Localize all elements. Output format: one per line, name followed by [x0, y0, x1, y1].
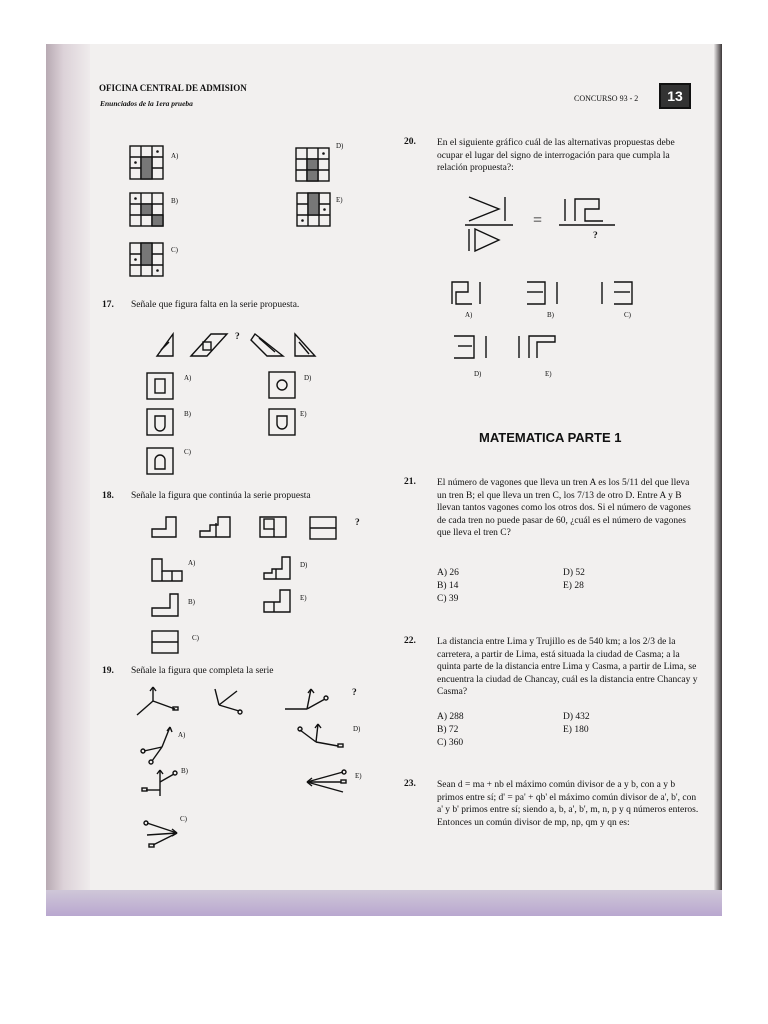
q16-option-d-label: D)	[336, 142, 344, 150]
q20-option-e-label: E)	[545, 370, 552, 378]
q17-option-a-label: A)	[184, 374, 192, 382]
q20-number: 20.	[404, 137, 416, 147]
q17-number: 17.	[102, 300, 114, 310]
page-edge-shadow	[714, 44, 722, 916]
q18-option-d-label: D)	[300, 561, 308, 569]
q18-option-b-label: B)	[188, 598, 195, 606]
q16-option-d-figure	[296, 148, 332, 184]
q22-answer-c: C) 360	[437, 738, 464, 748]
q19-series-figures	[135, 685, 345, 720]
q17-option-c-label: C)	[184, 448, 191, 456]
q22-answer-a: A) 288	[437, 712, 464, 722]
q18-option-e-label: E)	[300, 594, 307, 602]
q19-option-d-figure	[298, 722, 348, 758]
q19-option-c-label: C)	[180, 815, 187, 823]
q21-answer-b: B) 14	[437, 581, 459, 591]
q21-number: 21.	[404, 477, 416, 487]
q20-option-a-label: A)	[465, 311, 473, 319]
q17-series-figures	[155, 332, 345, 360]
q22-number: 22.	[404, 636, 416, 646]
q17-option-d-figure	[268, 371, 298, 401]
q20-option-c-label: C)	[624, 311, 631, 319]
q16-option-b-label: B)	[171, 197, 178, 205]
page-number-box: 13	[659, 83, 691, 109]
q19-option-c-figure	[143, 815, 183, 849]
q23-number: 23.	[404, 779, 416, 789]
q20-option-d-figure	[450, 332, 496, 360]
q16-option-e-label: E)	[336, 196, 343, 204]
q16-option-c-figure	[130, 243, 166, 279]
q22-text: La distancia entre Lima y Trujillo es de 540 km; a los 2/3 de la carretera, a partir de Lima, está situada la ciudad de Casma; a la quinta parte de la distancia entre Lima y Casma, a partir de Lima, se encuentra la ciudad de Chancay, cuál es la distancia entre Chancay y Casma?	[437, 637, 698, 697]
q19-option-e-label: E)	[355, 772, 362, 780]
q19-option-a-figure	[140, 725, 176, 765]
q17-option-c-figure	[146, 447, 176, 477]
q18-option-a-label: A)	[188, 559, 196, 567]
header-subtitle: Enunciados de la 1era prueba	[100, 99, 193, 108]
q20-option-a-figure	[450, 278, 490, 306]
q16-option-a-label: A)	[171, 152, 179, 160]
q18-number: 18.	[102, 491, 114, 501]
q19-option-b-figure	[140, 768, 180, 804]
q19-text: Señale la figura que completa la serie	[131, 666, 274, 676]
q20-option-b-figure	[525, 278, 565, 306]
q22-answer-d: D) 432	[563, 712, 590, 722]
q18-option-c-label: C)	[192, 634, 199, 642]
q17-option-e-label: E)	[300, 410, 307, 418]
q18-unknown: ?	[355, 518, 360, 528]
q20-equals-sign: =	[533, 212, 543, 229]
q18-option-d-figure	[262, 555, 296, 583]
q21-answer-a: A) 26	[437, 568, 459, 578]
q20-option-e-figure	[515, 330, 561, 360]
q23-text: Sean d = ma + nb el máximo común divisor de a y b, con a y b primos entre sí; d' = pa' + qb' el máximo común divisor de a', b', con a' y b' primos entre sí; siendo a, b, a', b', m, n, p y q números enteros. Entonces un común divisor de mp, np, qm y qn es:	[437, 780, 699, 828]
q16-option-e-figure	[297, 193, 333, 229]
q17-option-d-label: D)	[304, 374, 312, 382]
q19-option-e-figure	[305, 768, 351, 798]
q17-option-b-label: B)	[184, 410, 191, 418]
q20-text: En el siguiente gráfico cuál de las alternativas propuestas debe ocupar el lugar del signo de interrogación para que cumpla la relación propuesta?:	[437, 138, 675, 173]
q21-answer-e: E) 28	[563, 581, 584, 591]
q17-option-e-figure	[268, 408, 298, 438]
q18-option-e-figure	[262, 588, 296, 616]
section-title: MATEMATICA PARTE 1	[479, 430, 622, 445]
q16-option-a-figure	[130, 146, 166, 182]
q17-option-b-figure	[146, 408, 176, 438]
q17-unknown: ?	[235, 332, 240, 342]
q18-option-c-figure	[150, 629, 184, 657]
q18-option-b-figure	[150, 592, 186, 620]
q20-option-c-figure	[600, 278, 640, 306]
q21-answer-d: D) 52	[563, 568, 585, 578]
q20-relation-figure	[465, 193, 625, 253]
q17-option-a-figure	[146, 372, 176, 402]
q19-unknown: ?	[352, 688, 357, 698]
q22-answer-b: B) 72	[437, 725, 459, 735]
header-office: OFICINA CENTRAL DE ADMISION	[99, 83, 247, 93]
q21-answer-c: C) 39	[437, 594, 459, 604]
q21-text: El número de vagones que lleva un tren A es los 5/11 del que lleva un tren B; el que lleva un tren C, los 7/13 de otro D. Entre A y B llevan tantos vagones como los otros dos. Si el número de vagones de cada tren no puede pasar de 60, ¿cuál es el número de vagones que lleva el tren C?	[437, 478, 691, 538]
book-binding-shadow	[46, 44, 90, 916]
scan-bottom-band	[46, 890, 722, 916]
header-contest: CONCURSO 93 - 2	[574, 94, 639, 103]
q19-number: 19.	[102, 666, 114, 676]
q20-unknown: ?	[593, 231, 598, 241]
q16-option-b-figure	[130, 193, 166, 229]
q19-option-b-label: B)	[181, 767, 188, 775]
q18-text: Señale la figura que continúa la serie propuesta	[131, 491, 311, 501]
q20-option-d-label: D)	[474, 370, 482, 378]
q18-series-figures	[150, 515, 350, 545]
q22-answer-e: E) 180	[563, 725, 589, 735]
q19-option-d-label: D)	[353, 725, 361, 733]
q17-text: Señale que figura falta en la serie propuesta.	[131, 300, 300, 310]
q16-option-c-label: C)	[171, 246, 178, 254]
q19-option-a-label: A)	[178, 731, 186, 739]
q20-option-b-label: B)	[547, 311, 554, 319]
q18-option-a-figure	[150, 557, 186, 585]
